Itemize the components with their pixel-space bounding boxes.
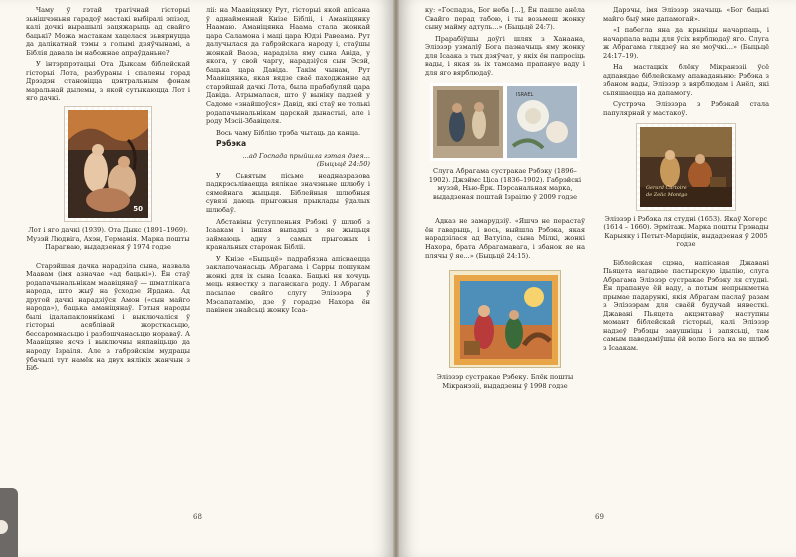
figure-caption: Эліэзэр сустракае Рэбеку. Блёк пошты Мікранэзіі, выдадзены ў 1998 годзе	[436, 373, 574, 390]
left-page	[0, 0, 393, 557]
figure-caption: Эліэзэр і Рэбэка ля студні (1653). Якаў Хогерс (1614 – 1660). Эрмітаж. Марка пошты Грэнады Карыяку і Петыт-Марцінік, выдадзеная ў 2005 годзе	[603, 214, 769, 249]
stamp-lot-and-daughters	[65, 107, 151, 221]
paragraph: Абставіны ўступленьня Рэбэкі ў шлюб з Ісаакам і іншая выпадкі з яе жыцьця займаюць адну з самых прыгожых і кранальных старонак Бібліі.	[206, 217, 370, 252]
stamp-micronesia-sheet	[449, 270, 561, 368]
paragraph: Чаму ў гэтай трагічнай гісторыі зьнішчэньня гарадоў мастакі выбіралі эпізод, калі дочкі вырашылі зацяжарыць ад свайго бацькі? Можа мастакам хацелася зьвярнуцца да далікатнай тэмы з голымі дзяўчынамі, а Біблія давала ім набожнае апраўданьне?	[26, 6, 190, 57]
paragraph: Старэйшая дачка нарадзіла сына, назвала Маавам (імя азначае «ад бацькі»). Ён стаў родапачынальнікам маавіцянаў — шматлікага народа, што жыў на ўсходзе Ярдана. Ад другой дачкі нарадзіўся Амон («сын майго народа»), бацька аманіцянаў. Гэтыя народы былі ідалапаклоннікамі і выключаліся ў гісторыі асяблівай жорсткасьцю, бессаромнасьцю і разбэшчанасьцю нораваў. А Маавіцяне ясчэ і выключны няпавіцьцю да народу Ізраіля. Але з габрэйскім мудрацы ўбачылі тут намёк на двух вялікіх жанчын з Біб-	[26, 261, 190, 373]
paragraph: ліі: на Маавіцянку Рут, гісторыі якой апісана ў аднайменнай Кнізе Бібліі, і Аманіцянку Наамаю. Аманіцянка Наама стала жонкай цара Саламона і маці цара Юдзі Равеама. Рут далучылася да габрэйскага народу і, стаўшы жонкай Ваоза, нарадзіла яму сына Авіда, у якога, у свой чаргу, нарадзіўся сын Эсэй, бацька цара Давіда. Такім чынам, Рут Маавіцянка, якая вядзе сваё паходжанне ад старэйшай дачкі Лота, была прабабуляй цара Давіда. Атрымалася, што ў выніку падзей у Садоме «знайшоўся» Давід, які стаў не толькі родапачынальнікам царскай дынастыі, але і роду Мэсіі-Збавіцеля.	[206, 6, 370, 126]
side-tab	[0, 488, 18, 557]
right-page	[399, 0, 796, 557]
paragraph: У Кнізе «Быцьцё» падрабязна апісваецца заклапочанасьць Абрагама і Сарры пошукам жонкі для іх сына Ісаака. Бацькі ня хочуць мець нявестку з паганскага роду. І Абрагам пасылае свайго слугу Эліэзэра ў Мэсапатамію, дзе ў горадзе Нахора ён павінен знайсьці жонку Ісаа-	[206, 254, 370, 315]
epigraph: ...ад Госпада прыйшла гэтая дзея... (Быцьцё 24:50)	[242, 151, 370, 169]
section-heading: Рэбэка	[216, 139, 247, 149]
paragraph: Вось чаму Біблію трэба чытаць да канца.	[216, 128, 361, 137]
paragraph: «І пабегла яна да крыніцы начарпаць, і начарпала вады для ўсіх вярблюдаў яго. Слуга ж Абрагама глядзеў на яе моўчкі...» (Быцьцё 24:17–19).	[603, 26, 769, 60]
paragraph: Біблейская сцэна, напісаная Джавані Пьяцета нагадвае пастырскую ідылію, слуга Абрагама Эліэзэр сустракае Рэбэку ля студні. Ён прапануе ёй ваду, а потым непрыкметна прымае падарункі, якія Абрагам паслаў разам з Эліэзэрам для сваёй будучай нявесткі. Джавані Пьяцета акцэнтаваў наступны момант біблейскай гісторыі, калі Эліэзэр надзеў Рэбэцы завушніцы і запясьці, там самым паведаміўшы ёй волю Бога на яе шлюб з Ісаакам.	[603, 258, 769, 353]
left-column-2	[206, 6, 370, 318]
paragraph: На мастацкіх блёку Мікранэзіі ўсё адпавядае біблейскаму апаваданьню: Рэбэка з збаном вады, Эліэзэр з вярблюдам і Анёл, які сьпяшаецца на дапамогу.	[603, 63, 769, 97]
stamp-eliezer-rebekah	[637, 124, 735, 210]
stamp-value: 50	[133, 205, 143, 214]
paragraph: У Сьвятым пісьме неадназразова падкрэсьліваецца вялікае значэньне шлюбу і сямейнага жыцьця. Біблейныя шлюбныя сувязі даюць прыгожыя прыклады ўдалых шлюбаў.	[206, 171, 370, 215]
paragraph: Дарэчы, імя Эліэзэр значыць «Бог бацькі майго быў мне дапамогай».	[603, 6, 769, 23]
paragraph: Сустрэча Эліэзэра з Рэбэкай стала папулярнай у мастакоў.	[603, 100, 769, 118]
paragraph: Адказ не замарудзіў. «Яшчэ не перастаў ён гаварыць, і вось, выйшла Рэбэка, якая нарадзілася ад Ватуіла, сына Мілкі, жонкі Нахора, брата Абрагамавага, і збанок яе на плячы ў яе...» (Быцьцё 24:15).	[425, 217, 585, 260]
paragraph: ку: «Госпадзь, Бог неба [...], Ён пашле анёла Свайго перад табою, і ты возьмеш жонку сыну майму адтуль...» (Быцьцё 24:7).	[425, 6, 585, 32]
right-column-1	[425, 6, 585, 396]
stamp-israel-pair	[430, 83, 580, 161]
figure-caption: Лот і яго дачкі (1939). Ота Дыкс (1891–1969). Музэй Людвіга, Ахэн, Германія. Марка пошты Парагваю, выдадзеная ў 1974 годзе	[26, 226, 190, 252]
paragraph: Прарабіўшы доўгі шлях з Ханаана, Эліэзэр узмаліў Бога паэначыць яму жонку для Ісаака з тых дзяўчат, у якіх ён папросіць вады, і якая зь іх тамсама прапануе ваду і для яго вярблюдаў.	[425, 34, 585, 77]
paragraph: У інтэрпрэтацыі Ота Дыксам біблейскай гісторыі Лота, разбураны і спалены горад Дрэздэн становіцца цэнтральным фонам маральнай дылемы, з якой сутыкаюцца Лот і яго дачкі.	[26, 60, 190, 103]
page-number: 68	[193, 513, 202, 521]
right-column-2	[603, 6, 769, 356]
left-column-1	[26, 6, 190, 376]
stamp-text: Gerard Cartoire	[646, 185, 687, 192]
stamp-country: ISRAEL	[516, 92, 534, 99]
stamp-text: de Zelic Montgo	[646, 192, 688, 199]
page-number: 69	[595, 513, 604, 521]
figure-caption: Слуга Абрагама сустракае Рэбэку (1896–1902). Джэймс Ціса (1836–1902). Габрэйскі музэй, Нью-Ёрк. Пэрсанальная марка, выдадзеная поштай Ізраілю ў 2009 годзе	[428, 167, 582, 201]
